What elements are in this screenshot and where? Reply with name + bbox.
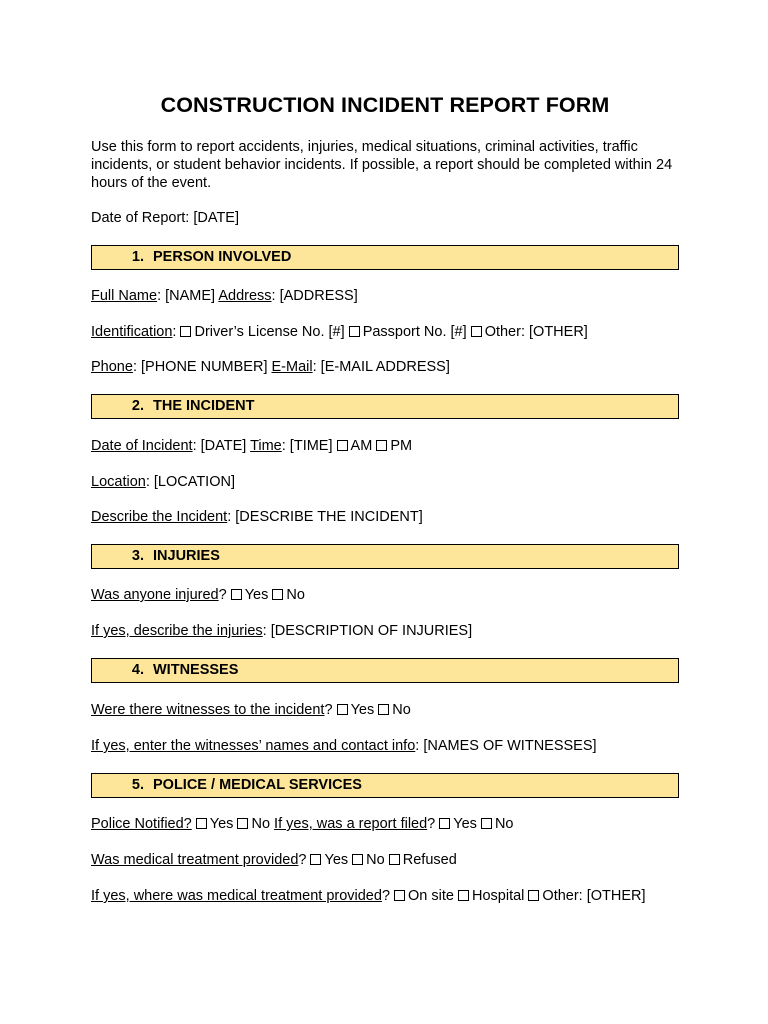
identification-row: Identification: Driver’s License No. [#] Passport No. [#] Other: [OTHER] bbox=[91, 324, 588, 340]
id-other-label: Other: [OTHER] bbox=[484, 324, 588, 340]
police-yes-label: Yes bbox=[209, 816, 234, 832]
passport-checkbox[interactable] bbox=[349, 326, 360, 337]
report-no-label: No bbox=[494, 816, 514, 832]
date-of-report: Date of Report: [DATE] bbox=[91, 210, 240, 226]
on-site-label: On site bbox=[408, 888, 454, 904]
describe-incident-label: Describe the Incident bbox=[91, 509, 228, 525]
address-field[interactable]: : [ADDRESS] bbox=[271, 288, 358, 304]
treatment-location-row: If yes, where was medical treatment provided? On site Hospital Other: [OTHER] bbox=[91, 888, 646, 904]
witnesses-yes-checkbox[interactable] bbox=[337, 704, 348, 715]
report-filed-label: If yes, was a report filed bbox=[274, 816, 428, 832]
location-row bbox=[91, 472, 235, 492]
phone-field[interactable]: : [PHONE NUMBER] bbox=[132, 359, 272, 375]
treatment-refused-label: Refused bbox=[402, 852, 457, 868]
email-field[interactable]: : [E-MAIL ADDRESS] bbox=[312, 359, 450, 375]
section-number: 4. bbox=[131, 662, 144, 678]
full-name-field[interactable]: : [NAME] bbox=[157, 288, 219, 304]
report-yes-label: Yes bbox=[453, 816, 477, 832]
describe-injuries-field[interactable]: : [DESCRIPTION OF INJURIES] bbox=[262, 623, 473, 639]
section-title: POLICE / MEDICAL SERVICES bbox=[153, 777, 362, 793]
treatment-yes-label: Yes bbox=[324, 852, 349, 868]
section-number: 5. bbox=[131, 777, 144, 793]
police-yes-checkbox[interactable] bbox=[196, 818, 207, 829]
injured-question-label: Was anyone injured bbox=[91, 587, 219, 603]
date-of-incident-label: Date of Incident bbox=[91, 438, 193, 454]
section-number: 1. bbox=[131, 249, 144, 265]
intro-paragraph: Use this form to report accidents, injuries, medical situations, criminal activities, traffic incidents, or student behavior incidents. If possible, a report should be completed within 24 hours of the event. bbox=[91, 139, 673, 191]
time-label: Time bbox=[250, 438, 282, 454]
section-header-the-incident bbox=[91, 394, 679, 419]
section-header-witnesses bbox=[91, 658, 679, 683]
injured-yes-label: Yes bbox=[244, 587, 269, 603]
police-no-checkbox[interactable] bbox=[237, 818, 248, 829]
section-title: THE INCIDENT bbox=[153, 398, 255, 414]
identification-label: Identification bbox=[91, 324, 173, 340]
medical-treatment-row: Was medical treatment provided? Yes No Refused bbox=[91, 852, 457, 868]
treatment-other-checkbox[interactable] bbox=[528, 890, 539, 901]
location-label: Location bbox=[91, 474, 146, 490]
witnesses-no-label: No bbox=[392, 702, 411, 718]
treatment-yes-checkbox[interactable] bbox=[310, 854, 321, 865]
injured-yes-checkbox[interactable] bbox=[231, 589, 242, 600]
describe-injuries-label: If yes, describe the injuries bbox=[91, 623, 263, 639]
witnesses-row: Were there witnesses to the incident? Yes No bbox=[91, 702, 411, 718]
am-checkbox[interactable] bbox=[337, 440, 348, 451]
witnesses-no-checkbox[interactable] bbox=[378, 704, 389, 715]
section-title: PERSON INVOLVED bbox=[153, 249, 292, 265]
treatment-refused-checkbox[interactable] bbox=[389, 854, 400, 865]
hospital-checkbox[interactable] bbox=[458, 890, 469, 901]
witness-names-field[interactable]: : [NAMES OF WITNESSES] bbox=[415, 738, 597, 754]
pm-label: PM bbox=[390, 438, 413, 454]
section-header-person-involved bbox=[91, 245, 679, 270]
treatment-no-checkbox[interactable] bbox=[352, 854, 363, 865]
phone-label: Phone bbox=[91, 359, 133, 375]
full-name-address-row bbox=[91, 286, 358, 306]
passport-label: Passport No. [#] bbox=[362, 324, 467, 340]
report-yes-checkbox[interactable] bbox=[439, 818, 450, 829]
witness-names-row bbox=[91, 736, 597, 756]
police-row: Police Notified? Yes No If yes, was a report filed? Yes No bbox=[91, 816, 514, 832]
describe-injuries-row bbox=[91, 621, 472, 641]
on-site-checkbox[interactable] bbox=[394, 890, 405, 901]
witnesses-yes-label: Yes bbox=[350, 702, 375, 718]
am-label: AM bbox=[350, 438, 373, 454]
address-label: Address bbox=[218, 288, 272, 304]
witness-names-label: If yes, enter the witnesses’ names and contact info bbox=[91, 738, 416, 754]
injured-no-label: No bbox=[286, 587, 305, 603]
full-name-label: Full Name bbox=[91, 288, 158, 304]
medical-treatment-label: Was medical treatment provided bbox=[91, 852, 299, 868]
treatment-location-label: If yes, where was medical treatment provided bbox=[91, 888, 382, 904]
section-header-police-medical bbox=[91, 773, 679, 798]
section-number: 3. bbox=[131, 548, 144, 564]
date-time-row bbox=[91, 436, 412, 456]
police-no-label: No bbox=[251, 816, 271, 832]
time-field[interactable]: : [TIME] bbox=[281, 438, 337, 454]
police-notified-label: Police Notified? bbox=[91, 816, 192, 832]
phone-email-row bbox=[91, 357, 450, 377]
section-title: INJURIES bbox=[153, 548, 220, 564]
section-title: WITNESSES bbox=[153, 662, 239, 678]
treatment-other-label: Other: [OTHER] bbox=[542, 888, 646, 904]
email-label: E-Mail bbox=[271, 359, 313, 375]
witnesses-question-label: Were there witnesses to the incident bbox=[91, 702, 325, 718]
treatment-no-label: No bbox=[366, 852, 385, 868]
injured-no-checkbox[interactable] bbox=[272, 589, 283, 600]
drivers-license-label: Driver’s License No. [#] bbox=[194, 324, 345, 340]
report-no-checkbox[interactable] bbox=[481, 818, 492, 829]
date-of-incident-field[interactable]: : [DATE] bbox=[192, 438, 251, 454]
id-other-checkbox[interactable] bbox=[471, 326, 482, 337]
drivers-license-checkbox[interactable] bbox=[180, 326, 191, 337]
describe-incident-row bbox=[91, 507, 423, 527]
page-title: CONSTRUCTION INCIDENT REPORT FORM bbox=[160, 93, 610, 117]
describe-incident-field[interactable]: : [DESCRIBE THE INCIDENT] bbox=[227, 509, 423, 525]
injured-row: Was anyone injured? Yes No bbox=[91, 587, 305, 603]
section-header-injuries bbox=[91, 544, 679, 569]
hospital-label: Hospital bbox=[472, 888, 525, 904]
location-field[interactable]: : [LOCATION] bbox=[145, 474, 235, 490]
section-number: 2. bbox=[131, 398, 144, 414]
pm-checkbox[interactable] bbox=[376, 440, 387, 451]
